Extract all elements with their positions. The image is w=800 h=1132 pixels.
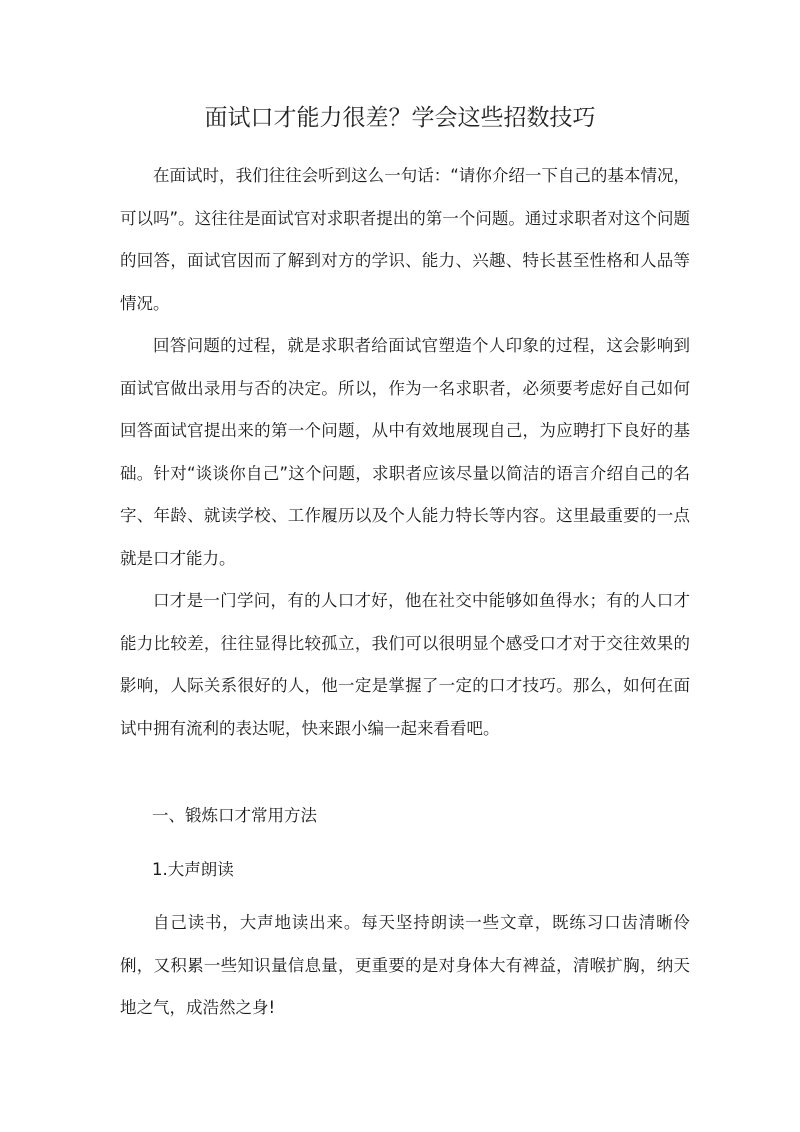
paragraph-answer-process: 回答问题的过程，就是求职者给面试官塑造个人印象的过程，这会影响到面试官做出录用与否的决定。所以，作为一名求职者，必须要考虑好自己如何回答面试官提出来的第一个问题，从中有效地展现自己，为应聘打下良好的基础。针对“谈谈你自己”这个问题，求职者应该尽量以简洁的语言介绍自己的名字、年龄、就读学校、工作履历以及个人能力特长等内容。这里最重要的一点就是口才能力。 [120,336,690,568]
paragraph-read-aloud: 自己读书，大声地读出来。每天坚持朗读一些文章，既练习口齿清晰伶俐，又积累一些知识量信息量，更重要的是对身体大有裨益，清喉扩胸，纳天地之气，成浩然之身! [120,913,690,1017]
section-heading: 一、锻炼口才常用方法 [152,806,317,825]
paragraph-intro: 在面试时，我们往往会听到这么一句话：“请你介绍一下自己的基本情况，可以吗”。这往往是面试官对求职者提出的第一个问题。通过求职者对这个问题的回答，面试官因而了解到对方的学识、能力、兴趣、特长甚至性格和人品等情况。 [120,166,690,313]
subsection-heading: 1.大声朗读 [152,860,234,879]
paragraph-eloquence: 口才是一门学问，有的人口才好，他在社交中能够如鱼得水；有的人口才能力比较差，往往显得比较孤立，我们可以很明显个感受口才对于交往效果的影响，人际关系很好的人，他一定是掌握了一定的口才技巧。那么，如何在面试中拥有流利的表达呢，快来跟小编一起来看看吧。 [120,591,690,738]
document-title: 面试口才能力很差？学会这些招数技巧 [204,105,596,131]
